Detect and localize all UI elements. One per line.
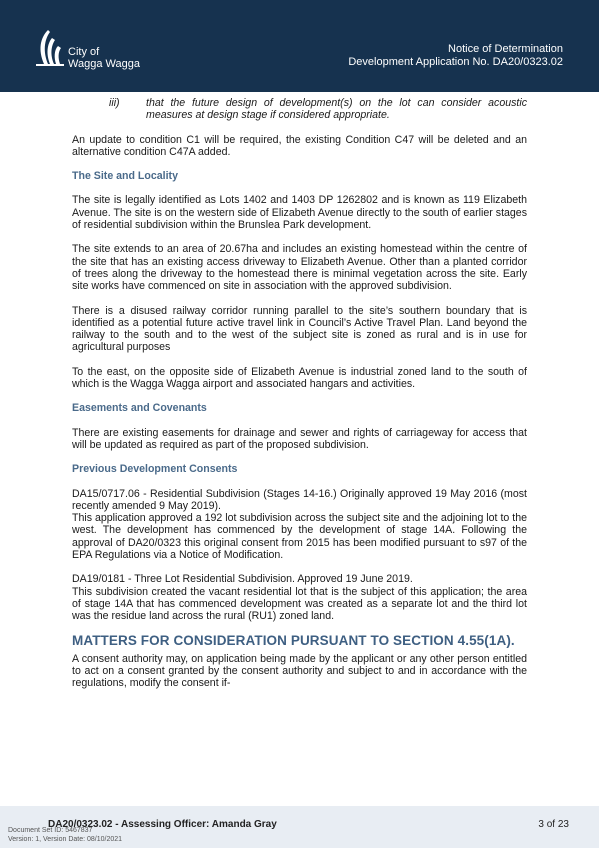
heading-easements: Easements and Covenants	[72, 402, 207, 415]
list-item-iii	[72, 97, 527, 122]
heading-matters: MATTERS FOR CONSIDERATION PURSUANT TO SECTION 4.55(1A).	[72, 632, 515, 648]
city-logo-icon	[34, 28, 66, 68]
document-title	[348, 43, 563, 69]
logo-line-2: Wagga Wagga	[68, 58, 140, 70]
document-set-id: Document Set ID: 5467837	[8, 827, 93, 834]
paragraph-easements: There are existing easements for drainage and sewer and rights of carriageway for access that will be updated as required as part of the proposed subdivision.	[72, 426, 527, 451]
paragraph-matters: A consent authority may, on application being made by the applicant or any other person entitled to act on a consent granted by the consent authority and subject to and in accordance with the regulations, modify the consent if-	[72, 652, 527, 690]
document-title-line-1: Notice of Determination	[448, 43, 563, 55]
previous-2-title: DA19/0181 - Three Lot Residential Subdivision. Approved 19 June 2019.	[72, 573, 413, 586]
paragraph-previous-2	[72, 573, 527, 622]
logo-line-1: City of	[68, 46, 100, 58]
previous-2-detail: This subdivision created the vacant residential lot that is the subject of this application; the area of stage 14A that has commenced development was created as a separate lot and the third lot was the residue land across the rural (RU1) zoned land.	[72, 585, 527, 623]
heading-previous-consents: Previous Development Consents	[72, 463, 238, 476]
footer-page-number: 3 of 23	[538, 819, 569, 830]
logo-text	[68, 46, 140, 70]
paragraph-site-1: The site is legally identified as Lots 1402 and 1403 DP 1262802 and is known as 119 Elizabeth Avenue. The site is on the western side of Elizabeth Avenue directly to the south of earlier stages of residential subdivision within the Brunslea Park development.	[72, 194, 527, 232]
previous-1-title: DA15/0717.06 - Residential Subdivision (Stages 14-16.) Originally approved 19 May 2016 (most recently amended 9 May 2019).	[72, 487, 527, 512]
document-body	[72, 97, 527, 702]
page-header	[0, 0, 599, 92]
previous-1-detail: This application approved a 192 lot subdivision across the subject site and the adjoining lot to the west. The development has commenced by the development of stage 14A. Following the approval of DA20/0323 this original consent from 2015 has been modified pursuant to s97 of the EPA Regulations via a Notice of Modification.	[72, 512, 527, 562]
heading-site-locality: The Site and Locality	[72, 170, 178, 183]
document-version: Version: 1, Version Date: 08/10/2021	[8, 836, 123, 843]
document-title-line-2: Development Application No. DA20/0323.02	[348, 56, 563, 68]
paragraph-previous-1	[72, 488, 527, 562]
paragraph-site-4: To the east, on the opposite side of Elizabeth Avenue is industrial zoned land to the south of which is the Wagga Wagga airport and associated hangars and activities.	[72, 365, 527, 391]
document-metadata	[8, 826, 122, 844]
list-item-number: iii)	[109, 97, 120, 109]
paragraph-site-3: There is a disused railway corridor running parallel to the site’s southern boundary that is identified as a potential future active travel link in Council’s Active Travel Plan. Land beyond the railway to the south and to the west of the subject site is zoned as rural and is in use for agricultural purposes	[72, 304, 527, 354]
list-item-text: that the future design of development(s) on the lot can consider acoustic measures at design stage if considered appropriate.	[146, 97, 527, 122]
footer-assessing-officer: DA20/0323.02 - Assessing Officer: Amanda Gray	[48, 819, 277, 830]
paragraph-site-2: The site extends to an area of 20.67ha and includes an existing homestead within the centre of the site that has an existing access driveway to Elizabeth Avenue. Other than a planted corridor of trees along the driveway to the homestead there is minimal vegetation across the site. Early site works have commenced on site in association with the approved subdivision.	[72, 243, 527, 293]
paragraph-update: An update to condition C1 will be required, the existing Condition C47 will be deleted and an alternative condition C47A added.	[72, 133, 527, 158]
